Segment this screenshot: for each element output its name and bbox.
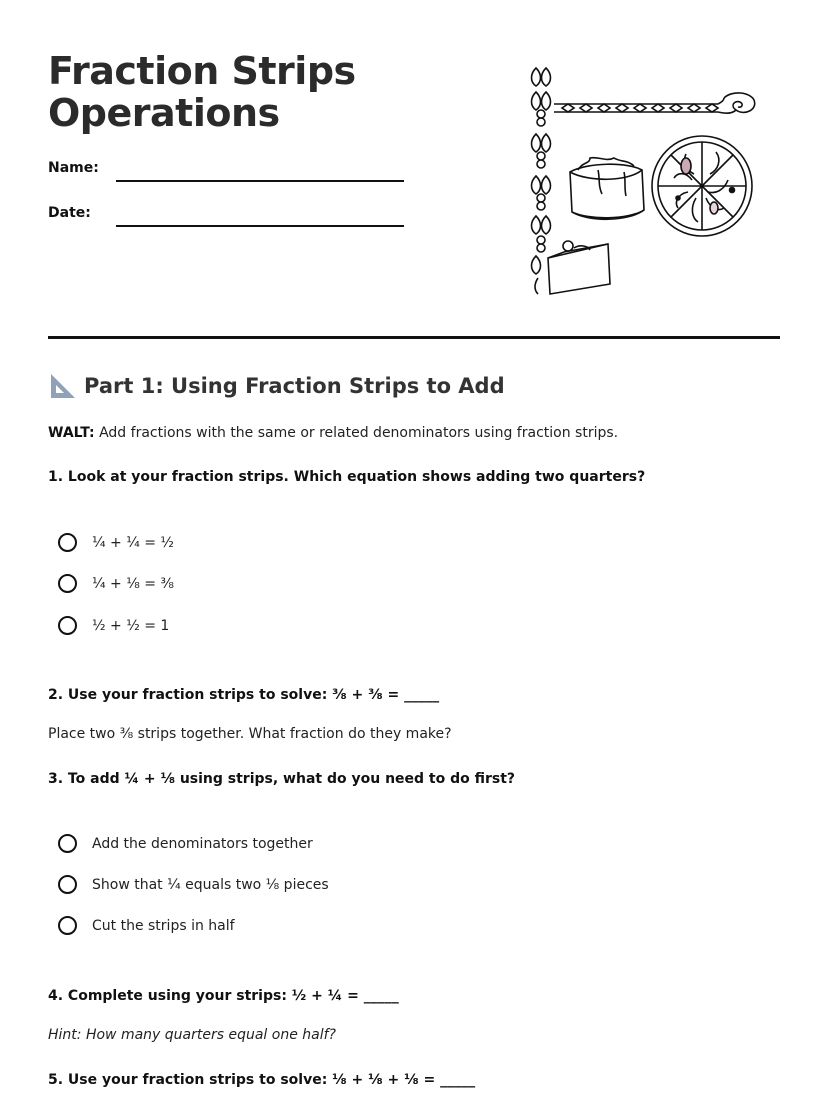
cake-drawing	[570, 158, 644, 220]
cake-slice-drawing	[548, 241, 610, 294]
question-4-hint: Hint: How many quarters equal one half?	[48, 1027, 336, 1043]
q3-option-2[interactable]	[58, 875, 329, 894]
radio-button[interactable]	[58, 875, 77, 894]
option-label: Cut the strips in half	[92, 917, 235, 934]
walt-statement	[48, 425, 618, 441]
name-label: Name:	[48, 160, 99, 176]
option-label: ¼ + ¼ = ½	[92, 534, 174, 551]
worksheet-title: Fraction Strips Operations	[48, 49, 356, 135]
walt-label: WALT:	[48, 425, 95, 441]
option-label: Add the denominators together	[92, 835, 313, 852]
ornamental-border-horizontal	[554, 93, 755, 113]
question-4: 4. Complete using your strips: ½ + ¼ = _____	[48, 988, 399, 1004]
radio-button[interactable]	[58, 616, 77, 635]
radio-button[interactable]	[58, 574, 77, 593]
radio-button[interactable]	[58, 916, 77, 935]
date-field[interactable]	[116, 225, 404, 227]
question-2-note: Place two ⅜ strips together. What fraction do they make?	[48, 726, 452, 742]
section-divider	[48, 336, 780, 339]
q1-option-3[interactable]	[58, 616, 169, 635]
question-2: 2. Use your fraction strips to solve: ⅜ + ⅜ = _____	[48, 687, 440, 703]
q1-option-1[interactable]	[58, 533, 174, 552]
option-label: ½ + ½ = 1	[92, 617, 170, 634]
q3-option-1[interactable]	[58, 834, 313, 853]
question-5: 5. Use your fraction strips to solve: ⅛ + ⅛ + ⅛ = _____	[48, 1072, 476, 1088]
radio-button[interactable]	[58, 533, 77, 552]
worksheet-page	[48, 0, 780, 1118]
question-3: 3. To add ¼ + ⅛ using strips, what do you need to do first?	[48, 771, 516, 787]
q1-option-2[interactable]	[58, 574, 174, 593]
option-label: ¼ + ⅛ = ⅜	[92, 575, 174, 592]
name-field[interactable]	[116, 180, 404, 182]
set-square-icon	[48, 372, 76, 400]
section-title: Part 1: Using Fraction Strips to Add	[84, 374, 505, 398]
citrus-slice-drawing	[652, 136, 752, 236]
question-1: 1. Look at your fraction strips. Which equation shows adding two quarters?	[48, 469, 646, 485]
section-heading	[48, 372, 505, 400]
option-label: Show that ¼ equals two ⅛ pieces	[92, 876, 329, 893]
cake-and-fruit-illustration	[528, 62, 758, 298]
date-label: Date:	[48, 205, 91, 221]
walt-text: Add fractions with the same or related denominators using fraction strips.	[94, 425, 619, 441]
q3-option-3[interactable]	[58, 916, 235, 935]
radio-button[interactable]	[58, 834, 77, 853]
